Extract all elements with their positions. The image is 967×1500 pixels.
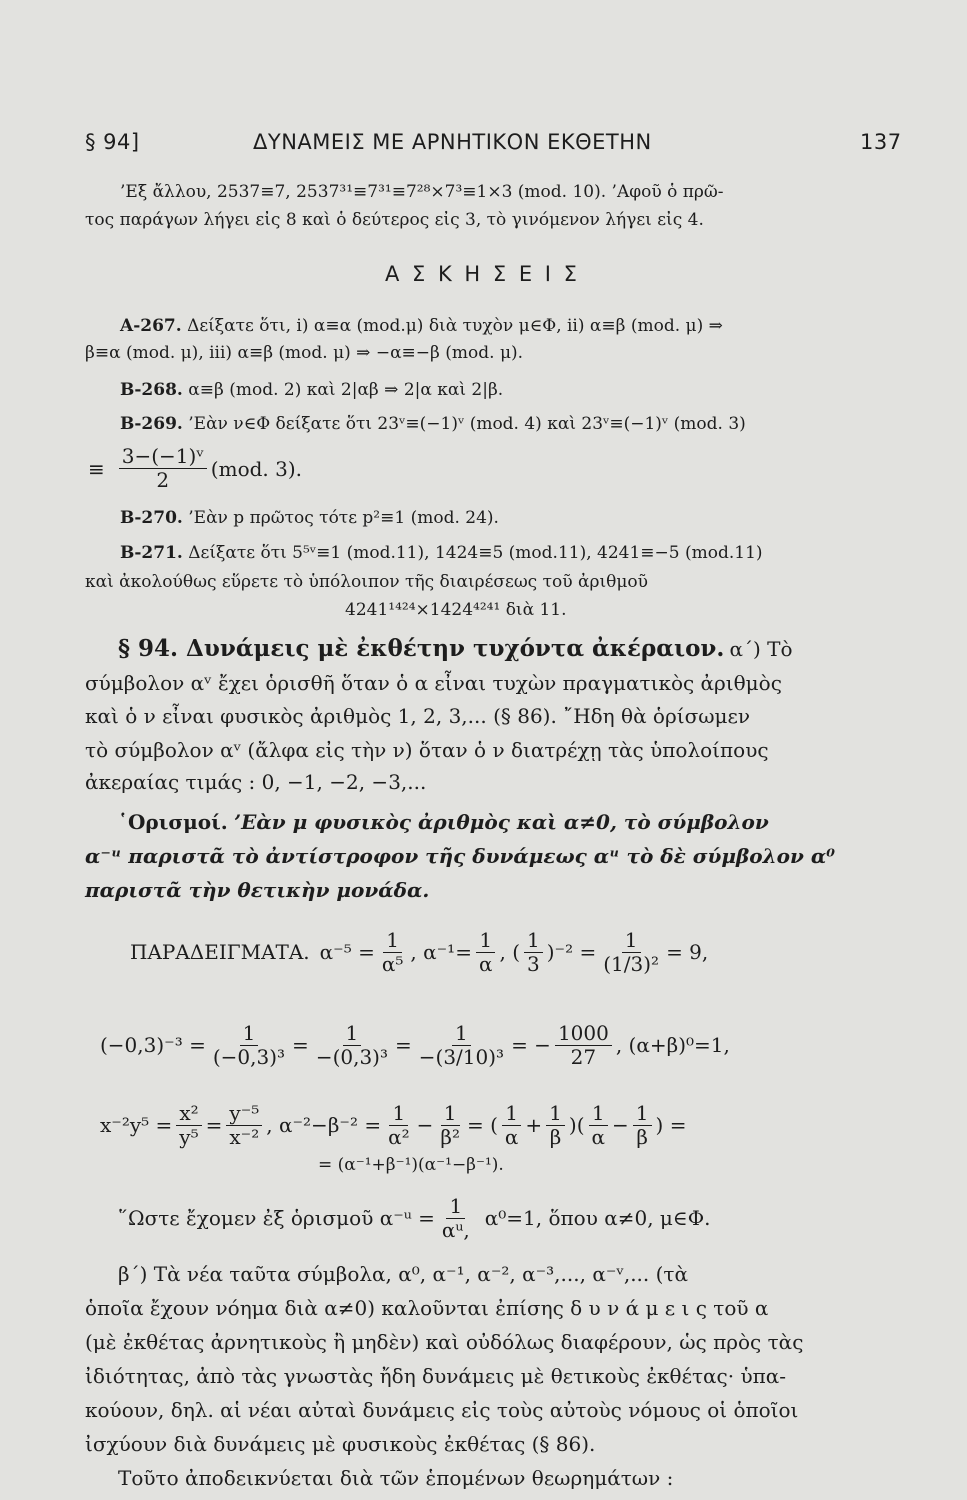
numerator: 1 — [589, 1102, 608, 1126]
congruence-sign: ≡ — [88, 456, 105, 481]
exercise-b270 — [120, 508, 499, 528]
numerator: 1000 — [555, 1022, 612, 1046]
expr: ῞Ωστε ἔχομεν ἐξ ὁρισμοῦ α⁻ᵘ = — [118, 1206, 435, 1230]
expr: = — [395, 1033, 412, 1057]
part-b-line-7: Τοῦτο ἀποδεικνύεται διὰ τῶν ἑπομένων θεωρημάτων : — [118, 1466, 674, 1490]
numerator: 3−(−1)ᵛ — [119, 445, 207, 469]
fraction — [437, 1102, 463, 1149]
fraction — [600, 929, 662, 976]
conclusion-line — [118, 1183, 710, 1253]
numerator: 1 — [452, 1022, 471, 1046]
part-b-line-5: κούουν, δηλ. αἱ νέαι αὐταὶ δυνάμεις εἰς τοὺς αὐτοὺς νόμους οἱ ὁποῖοι — [85, 1398, 799, 1422]
exercise-a267 — [120, 316, 723, 336]
examples-label: ΠΑΡΑΔΕΙΓΜΑΤΑ. — [130, 940, 310, 964]
expr: , α⁻²−β⁻² = — [266, 1113, 382, 1137]
denominator: αᵘ, — [441, 1217, 470, 1242]
denominator: α — [591, 1124, 606, 1149]
fraction — [385, 1102, 413, 1149]
expr: )( — [568, 1113, 585, 1137]
definition-line-3: παριστᾶ τὴν θετικὴν μονάδα. — [85, 878, 430, 902]
denominator: −(3/10)³ — [418, 1044, 505, 1069]
exercise-text: ’Εὰν ν∈Φ δείξατε ὅτι 23ᵛ≡(−1)ᵛ (mod. 4) καὶ 23ᵛ≡(−1)ᵛ (mod. 3) — [188, 414, 746, 434]
exercises-heading: Α Σ Κ Η Σ Ε Ι Σ — [385, 262, 580, 286]
fraction — [502, 1102, 522, 1149]
denominator: β — [636, 1124, 648, 1149]
section-94-line-5: ἀκεραίας τιμάς : 0, −1, −2, −3,... — [85, 770, 427, 794]
expr: − — [612, 1113, 629, 1137]
numerator: 1 — [383, 929, 402, 953]
exercise-text: α≡β (mod. 2) καὶ 2|αβ ⇒ 2|α καὶ 2|β. — [188, 380, 504, 400]
expr: − — [416, 1113, 434, 1137]
denominator: 3 — [527, 951, 540, 976]
numerator: 1 — [441, 1102, 460, 1126]
definition-text: ’Εὰν μ φυσικὸς ἀριθμὸς καὶ α≠0, τὸ σύμβολον — [234, 810, 769, 834]
section-94-line-1 — [118, 635, 793, 662]
exercise-b271-expr: 4241¹⁴²⁴×1424⁴²⁴¹ διὰ 11. — [345, 600, 567, 620]
denominator: (1/3)² — [603, 951, 660, 976]
section-marker: § 94] — [85, 130, 140, 154]
exercise-text: Δείξατε ὅτι, i) α≡α (mod.μ) διὰ τυχὸν μ∈Φ, ii) α≡β (mod. μ) ⇒ — [187, 316, 723, 336]
exercise-b269-formula — [88, 445, 302, 492]
fraction — [210, 1022, 288, 1069]
examples-row-4: = (α⁻¹+β⁻¹)(α⁻¹−β⁻¹). — [318, 1155, 504, 1175]
expr: + — [525, 1113, 543, 1137]
examples-row-3 — [100, 1095, 686, 1155]
examples-row-1 — [130, 912, 708, 992]
denominator: β² — [440, 1124, 460, 1149]
expr: ) = — [655, 1113, 687, 1137]
denominator: 2 — [156, 468, 170, 492]
exercise-b271-cont: καὶ ἀκολούθως εὕρετε τὸ ὑπόλοιπον τῆς διαιρέσεως τοῦ ἀριθμοῦ — [85, 572, 648, 592]
expr: α⁻⁵ = — [319, 940, 375, 964]
exercise-b269 — [120, 414, 746, 434]
fraction — [379, 929, 407, 976]
numerator: 1 — [524, 929, 543, 953]
section-94-line-2: σύμβολον αᵛ ἔχει ὁρισθῆ ὅταν ὁ α εἶναι τυχὼν πραγματικὸς ἀριθμὸς — [85, 671, 782, 695]
definition-line-2: α⁻ᵘ παριστᾶ τὸ ἀντίστροφον τῆς δυνάμεως αᵘ τὸ δὲ σύμβολον α⁰ — [85, 844, 835, 868]
expr: (−0,3)⁻³ = — [100, 1033, 206, 1057]
expr: = — [292, 1033, 309, 1057]
fraction — [476, 929, 496, 976]
expr: , (α+β)⁰=1, — [615, 1033, 730, 1057]
fraction — [633, 1102, 652, 1149]
denominator: α⁵ — [381, 951, 404, 976]
intro-line-2: τος παράγων λήγει εἰς 8 καὶ ὁ δεύτερος εἰς 3, τὸ γινόμενον λήγει εἰς 4. — [85, 210, 704, 230]
denominator: α — [478, 951, 493, 976]
fraction — [313, 1022, 391, 1069]
fraction — [589, 1102, 609, 1149]
numerator: 1 — [389, 1102, 408, 1126]
fraction — [176, 1102, 201, 1149]
exercise-b268 — [120, 380, 503, 400]
expr: , ( — [499, 940, 521, 964]
definition-label: ῾Ορισμοί. — [118, 810, 228, 834]
denominator: −(0,3)³ — [315, 1044, 388, 1069]
numerator: 1 — [502, 1102, 521, 1126]
fraction — [524, 929, 543, 976]
expr: = 9, — [666, 940, 709, 964]
numerator: y⁻⁵ — [226, 1102, 262, 1126]
part-b-line-3: (μὲ ἐκθέτας ἀρνητικοὺς ἢ μηδὲν) καὶ οὐδόλως διαφέρουν, ὡς πρὸς τὰς — [85, 1330, 804, 1354]
expr: , α⁻¹= — [410, 940, 472, 964]
numerator: 1 — [343, 1022, 362, 1046]
numerator: 1 — [546, 1102, 565, 1126]
exercise-text: ’Εὰν p πρῶτος τότε p²≡1 (mod. 24). — [188, 508, 499, 528]
denominator: y⁵ — [179, 1124, 199, 1149]
fraction — [546, 1102, 565, 1149]
subsection-marker: α΄) Τὸ — [729, 637, 793, 661]
section-94-line-4: τὸ σύμβολον αᵛ (ἄλφα εἰς τὴν ν) ὅταν ὁ ν διατρέχῃ τὰς ὑπολοίπους — [85, 738, 769, 762]
denominator: α² — [388, 1124, 410, 1149]
numerator: 1 — [476, 929, 495, 953]
denominator: 27 — [570, 1044, 597, 1069]
exercise-id: Β-268. — [120, 380, 183, 400]
fraction — [226, 1102, 262, 1149]
denominator: (−0,3)³ — [212, 1044, 286, 1069]
part-b-line-4: ἰδιότητας, ἀπὸ τὰς γνωστὰς ἤδη δυνάμεις μὲ θετικοὺς ἐκθέτας· ὑπα- — [85, 1364, 787, 1388]
exercise-id: Β-269. — [120, 414, 183, 434]
denominator: x⁻² — [229, 1124, 260, 1149]
fraction — [555, 1022, 612, 1069]
numerator: x² — [176, 1102, 201, 1126]
examples-row-2 — [100, 1005, 730, 1085]
exercise-b271 — [120, 543, 763, 563]
section-title: § 94. Δυνάμεις μὲ ἐκθέτην τυχόντα ἀκέραιον. — [118, 635, 725, 662]
fraction — [439, 1195, 473, 1242]
running-title: ΔΥΝΑΜΕΙΣ ΜΕ ΑΡΝΗΤΙΚΟΝ ΕΚΘΕΤΗΝ — [253, 130, 652, 154]
expr: α⁰=1, ὅπου α≠0, μ∈Φ. — [484, 1206, 711, 1230]
exercise-a267-cont: β≡α (mod. μ), iii) α≡β (mod. μ) ⇒ −α≡−β (mod. μ). — [85, 343, 524, 363]
fraction — [119, 445, 207, 492]
denominator: β — [549, 1124, 562, 1149]
fraction — [416, 1022, 507, 1069]
exercise-id: Β-270. — [120, 508, 183, 528]
exercise-text: Δείξατε ὅτι 5⁵ᵛ≡1 (mod.11), 1424≡5 (mod.11), 4241≡−5 (mod.11) — [188, 543, 763, 563]
expr: = — [205, 1113, 223, 1137]
part-b-line-1: β΄) Τὰ νέα ταῦτα σύμβολα, α⁰, α⁻¹, α⁻², α⁻³,..., α⁻ᵛ,... (τὰ — [118, 1262, 688, 1286]
part-b-line-2: ὁποῖα ἔχουν νόημα διὰ α≠0) καλοῦνται ἐπίσης δ υ ν ά μ ε ι ς τοῦ α — [85, 1296, 769, 1320]
expr: = − — [511, 1033, 551, 1057]
expr: x⁻²y⁵ = — [100, 1113, 173, 1137]
expr: = ( — [466, 1113, 498, 1137]
part-b-line-6: ἰσχύουν διὰ δυνάμεις μὲ φυσικοὺς ἐκθέτας (§ 86). — [85, 1432, 596, 1456]
expr: )⁻² = — [546, 940, 597, 964]
exercise-id: Β-271. — [120, 543, 183, 563]
numerator: 1 — [446, 1195, 465, 1219]
definition-line-1 — [118, 810, 769, 834]
denominator: α — [504, 1124, 519, 1149]
numerator: 1 — [240, 1022, 259, 1046]
modulus: (mod. 3). — [210, 456, 303, 481]
numerator: 1 — [633, 1102, 652, 1126]
exercise-id: Α-267. — [120, 316, 182, 336]
section-94-line-3: καὶ ὁ ν εἶναι φυσικὸς ἀριθμὸς 1, 2, 3,... (§ 86). ῎Ηδη θὰ ὁρίσωμεν — [85, 704, 751, 728]
intro-line-1: ’Εξ ἄλλου, 2537≡7, 2537³¹≡7³¹≡7²⁸×7³≡1×3 (mod. 10). ’Αφοῦ ὁ πρῶ- — [120, 182, 724, 202]
numerator: 1 — [622, 929, 641, 953]
page-number: 137 — [860, 130, 902, 154]
